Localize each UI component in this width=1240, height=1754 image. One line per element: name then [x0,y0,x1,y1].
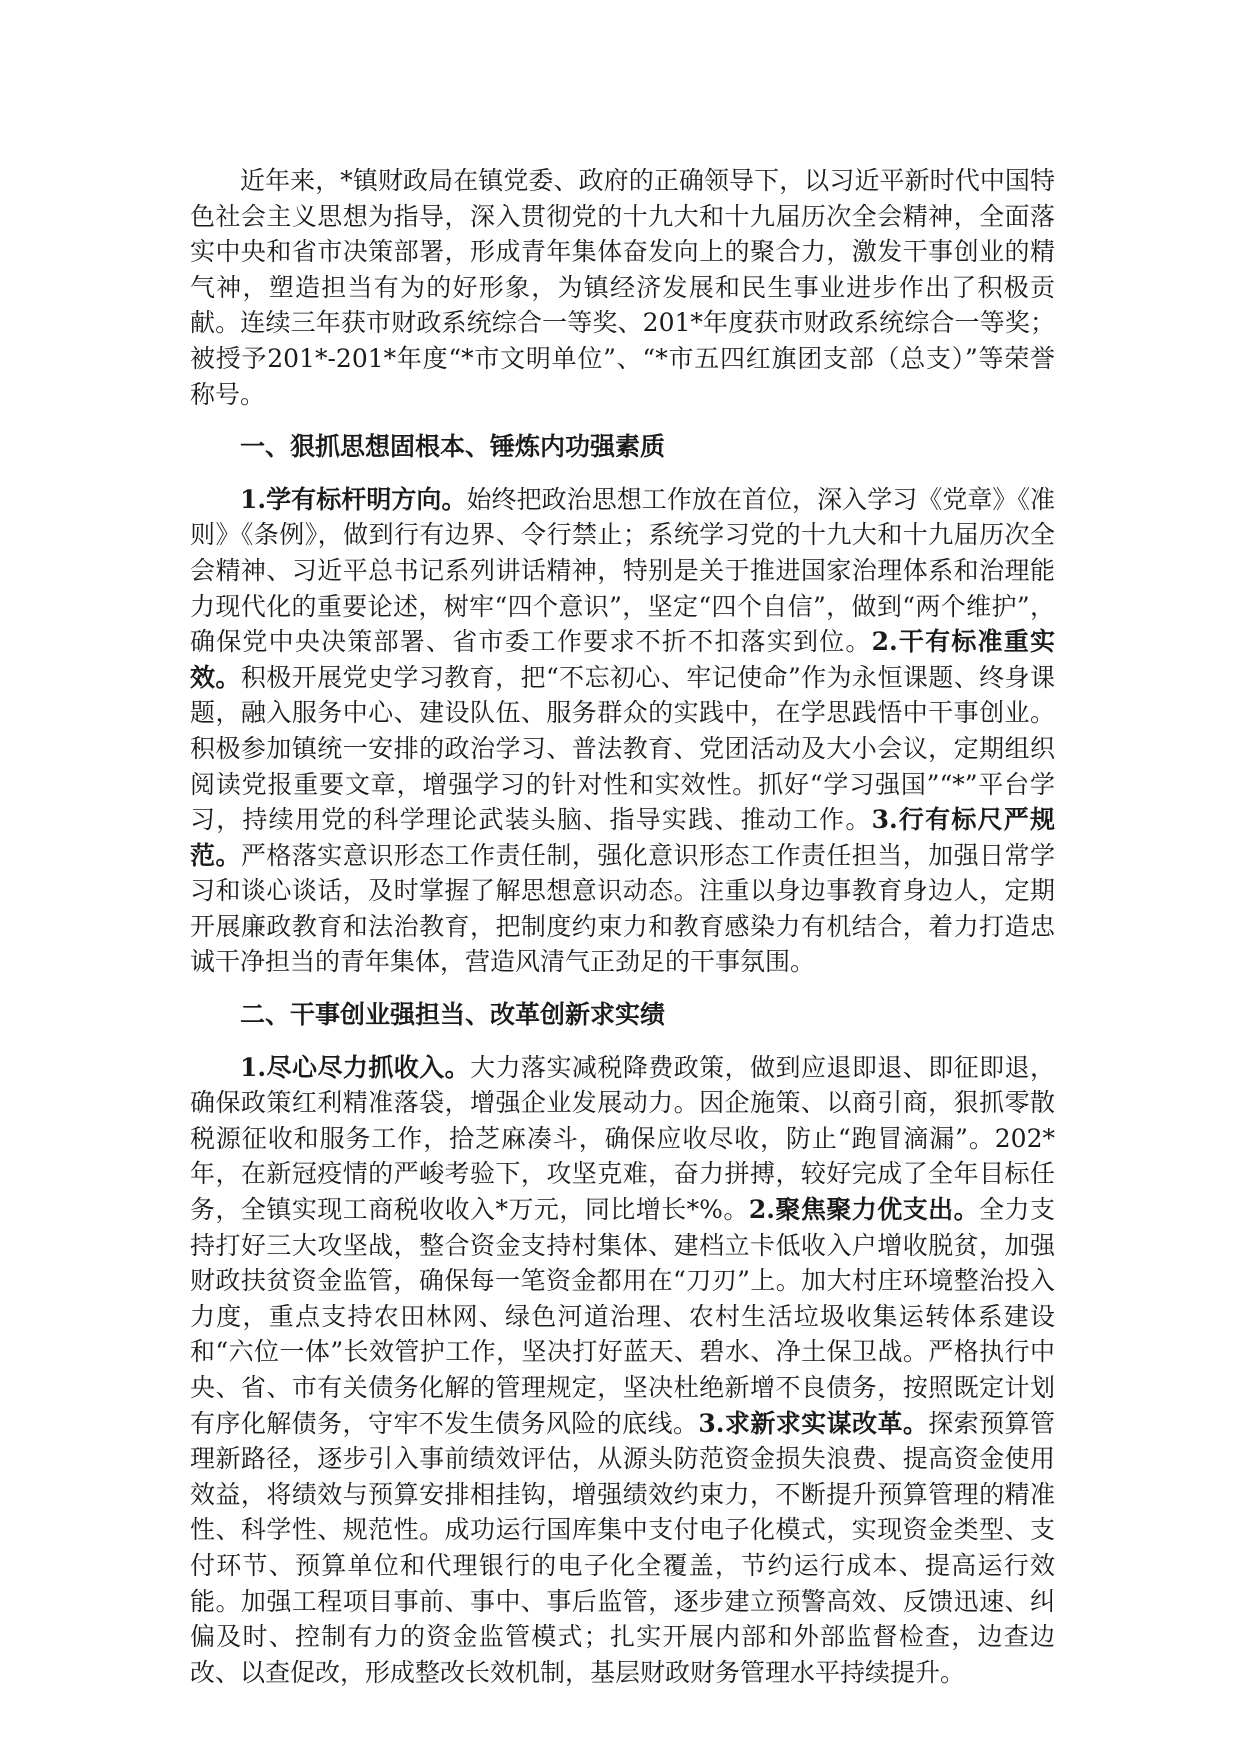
section-2-item-1-text: 大力落实减税降费政策，做到应退即退、即征即退，确保政策红利精准落袋，增强企业发展动力。因企施策、以商引商，狠抓零散税源征收和服务工作，拾芝麻凑斗，确保应收尽收，防止“跑冒滴漏”。202*年，在新冠疫情的严峻考验下，攻坚克难，奋力拼搏，较好完成了全年目标任务，全镇实现工商税收收入*万元，同比增长*%。 [190,1052,1055,1225]
section-1-item-3-text: 严格落实意识形态工作责任制，强化意识形态工作责任担当，加强日常学习和谈心谈话，及时掌握了解思想意识动态。注重以身边事教育身边人，定期开展廉政教育和法治教育，把制度约束力和教育感染力有机结合，着力打造忠诚干净担当的青年集体，营造风清气正劲足的干事氛围。 [190,840,1055,977]
document-body [190,163,1055,1690]
section-1-item-2-lead: 2.干有标准重实效。 [190,627,1055,692]
section-1-item-1-text: 始终把政治思想工作放在首位，深入学习《党章》《准则》《条例》，做到行有边界、令行禁止；系统学习党的十九大和十九届历次全会精神、习近平总书记系列讲话精神，特别是关于推进国家治理体系和治理能力现代化的重要论述，树牢“四个意识”，坚定“四个自信”，做到“两个维护”，确保党中央决策部署、省市委工作要求不折不扣落实到位。 [190,484,1055,657]
section-heading-1: 一、狠抓思想固根本、锤炼内功强素质 [240,432,666,462]
section-1-paragraph [190,482,1055,980]
section-1-item-3-lead: 3.行有标尺严规范。 [190,805,1055,870]
section-heading-2: 二、干事创业强担当、改革创新求实绩 [240,1000,666,1030]
section-2-item-1-lead: 1.尽心尽力抓收入。 [240,1052,471,1082]
section-2-item-3-text: 探索预算管理新路径，逐步引入事前绩效评估，从源头防范资金损失浪费、提高资金使用效益，将绩效与预算安排相挂钩，增强绩效约束力，不断提升预算管理的精准性、科学性、规范性。成功运行国库集中支付电子化模式，实现资金类型、支付环节、预算单位和代理银行的电子化全覆盖，节约运行成本、提高运行效能。加强工程项目事前、事中、事后监管，逐步建立预警高效、反馈迅速、纠偏及时、控制有力的资金监管模式；扎实开展内部和外部监督检查，边查边改、以查促改，形成整改长效机制，基层财政财务管理水平持续提升。 [190,1408,1055,1687]
section-2-item-3-lead: 3.求新求实谋改革。 [698,1408,929,1438]
section-1-item-1-lead: 1.学有标杆明方向。 [240,484,467,514]
section-2-paragraph [190,1050,1055,1691]
intro-paragraph: 近年来，*镇财政局在镇党委、政府的正确领导下，以习近平新时代中国特色社会主义思想为指导，深入贯彻党的十九大和十九届历次全会精神，全面落实中央和省市决策部署，形成青年集体奋发向上的聚合力，激发干事创业的精气神，塑造担当有为的好形象，为镇经济发展和民生事业进步作出了积极贡献。连续三年获市财政系统综合一等奖、201*年度获市财政系统综合一等奖；被授予201*-201*年度“*市文明单位”、“*市五四红旗团支部（总支）”等荣誉称号。 [190,166,1055,409]
section-2-item-2-lead: 2.聚焦聚力优支出。 [748,1195,980,1225]
section-2-item-2-text: 全力支持打好三大攻坚战，整合资金支持村集体、建档立卡低收入户增收脱贫，加强财政扶贫资金监管，确保每一笔资金都用在“刀刃”上。加大村庄环境整治投入力度，重点支持农田林网、绿色河道治理、农村生活垃圾收集运转体系建设和“六位一体”长效管护工作，坚决打好蓝天、碧水、净土保卫战。严格执行中央、省、市有关债务化解的管理规定，坚决杜绝新增不良债务，按照既定计划有序化解债务，守牢不发生债务风险的底线。 [190,1195,1055,1438]
section-1-item-2-text: 积极开展党史学习教育，把“不忘初心、牢记使命”作为永恒课题、终身课题，融入服务中心、建设队伍、服务群众的实践中，在学思践悟中干事创业。积极参加镇统一安排的政治学习、普法教育、党团活动及大小会议，定期组织阅读党报重要文章，增强学习的针对性和实效性。抓好“学习强国”“*”平台学习，持续用党的科学理论武装头脑、指导实践、推动工作。 [190,662,1055,835]
